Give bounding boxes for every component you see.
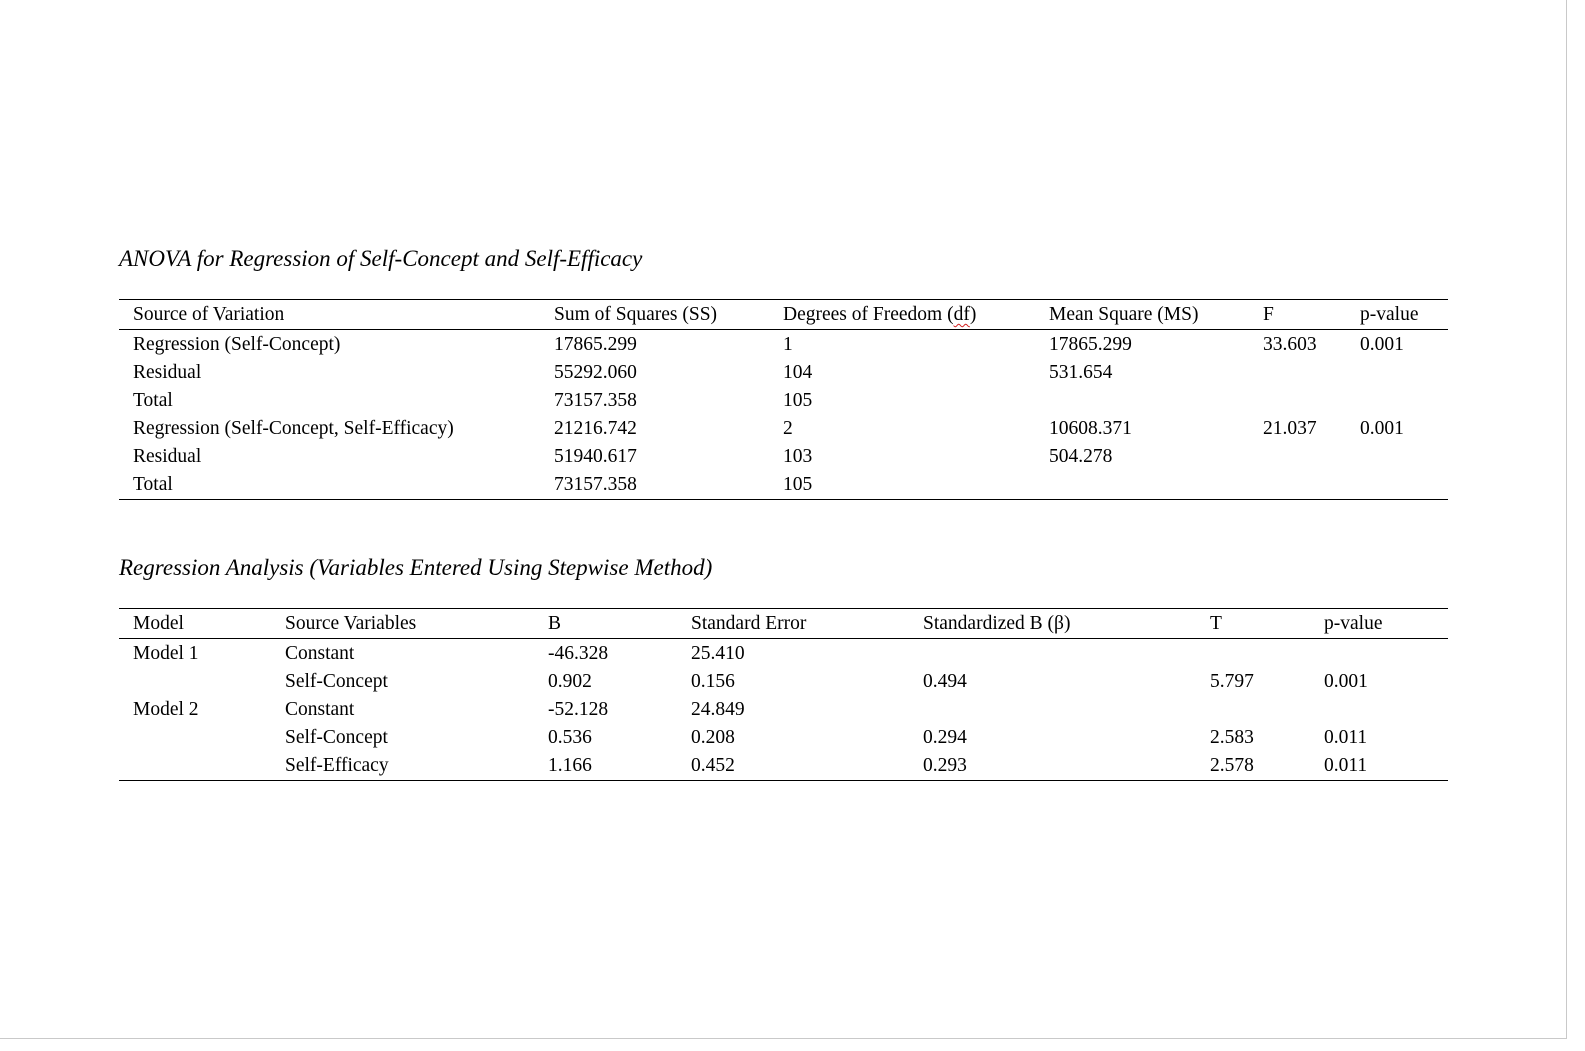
anova-row-p-cell (1346, 471, 1448, 500)
anova-row-df-cell: 2 (783, 418, 793, 439)
anova-header-p: p-value (1360, 304, 1419, 325)
anova-row-df-cell: 1 (783, 334, 793, 355)
regression-row (119, 724, 1448, 752)
anova-header-ms: Mean Square (MS) (1049, 304, 1199, 325)
regression-header-b: B (548, 613, 562, 634)
anova-row-ms-cell (1035, 471, 1249, 500)
anova-row-ss-cell: 55292.060 (554, 362, 637, 383)
regression-header-se: Standard Error (691, 613, 807, 634)
anova-row-source-cell: Residual (133, 362, 202, 383)
regression-row-model-cell (119, 752, 271, 781)
regression-header-row (119, 609, 1448, 639)
anova-header-row (119, 300, 1448, 330)
anova-header-df (769, 300, 1035, 330)
anova-row-p-cell: 0.001 (1360, 334, 1404, 355)
regression-row-p-cell: 0.011 (1324, 755, 1368, 776)
regression-header-beta: Standardized B (β) (923, 613, 1071, 634)
anova-header-df-suffix: ) (969, 304, 977, 325)
regression-row-model-cell (119, 668, 271, 696)
regression-row-se-cell: 0.208 (691, 727, 735, 748)
anova-row-ms-cell: 504.278 (1049, 446, 1113, 467)
regression-row (119, 668, 1448, 696)
anova-row-source-cell: Regression (Self-Concept, Self-Efficacy) (133, 418, 454, 439)
regression-row-beta-cell: 0.294 (923, 727, 967, 748)
regression-row-variable-cell: Self-Concept (285, 727, 388, 748)
regression-row-t-cell: 2.583 (1210, 727, 1254, 748)
anova-header-f: F (1263, 304, 1274, 325)
anova-table-title: ANOVA for Regression of Self-Concept and Self-Efficacy (119, 246, 643, 271)
anova-row-source-cell: Total (133, 474, 173, 495)
regression-row-p-cell: 0.001 (1324, 671, 1368, 692)
regression-table-title: Regression Analysis (Variables Entered Using Stepwise Method) (119, 555, 713, 580)
regression-row-variable-cell: Constant (285, 643, 355, 664)
regression-row-model-cell: Model 2 (133, 699, 199, 720)
regression-row-t-cell: 2.578 (1210, 755, 1254, 776)
regression-row-se-cell: 24.849 (691, 699, 745, 720)
regression-row-t-cell (1196, 639, 1310, 669)
anova-row (119, 330, 1448, 360)
regression-row (119, 639, 1448, 669)
anova-row-ms-cell: 17865.299 (1049, 334, 1132, 355)
anova-row-df-cell: 103 (783, 446, 813, 467)
anova-row-ms-cell: 10608.371 (1049, 418, 1132, 439)
regression-row-b-cell: -52.128 (548, 699, 609, 720)
regression-header-variables: Source Variables (285, 613, 417, 634)
anova-row (119, 387, 1448, 415)
regression-row-b-cell: 0.536 (548, 727, 592, 748)
regression-row-b-cell: 1.166 (548, 755, 592, 776)
regression-row-variable-cell: Constant (285, 699, 355, 720)
regression-row-b-cell: -46.328 (548, 643, 609, 664)
anova-row-p-cell (1346, 387, 1448, 415)
anova-row-ms-cell: 531.654 (1049, 362, 1113, 383)
anova-row-ss-cell: 21216.742 (554, 418, 637, 439)
anova-row-f-cell: 21.037 (1263, 418, 1317, 439)
anova-row (119, 443, 1448, 471)
anova-row-p-cell: 0.001 (1360, 418, 1404, 439)
regression-row-se-cell: 0.156 (691, 671, 735, 692)
anova-row-f-cell (1249, 471, 1346, 500)
anova-row-p-cell (1346, 443, 1448, 471)
anova-row-f-cell (1249, 443, 1346, 471)
anova-row-f-cell: 33.603 (1263, 334, 1317, 355)
anova-row-ss-cell: 73157.358 (554, 390, 637, 411)
regression-row-model-cell (119, 724, 271, 752)
anova-row-p-cell (1346, 359, 1448, 387)
regression-header-model: Model (133, 613, 184, 634)
anova-table (119, 299, 1448, 500)
regression-row-b-cell: 0.902 (548, 671, 592, 692)
anova-row-df-cell: 105 (783, 390, 813, 411)
spellcheck-flagged-df: df (953, 304, 970, 325)
regression-header-p: p-value (1324, 613, 1383, 634)
anova-header-df-prefix: Degrees of Freedom ( (783, 304, 954, 325)
anova-row (119, 415, 1448, 443)
regression-row-model-cell: Model 1 (133, 643, 199, 664)
regression-row-beta-cell (909, 696, 1196, 724)
regression-row-se-cell: 0.452 (691, 755, 735, 776)
anova-row-source-cell: Total (133, 390, 173, 411)
regression-header-t: T (1210, 613, 1222, 634)
regression-row-p-cell (1310, 696, 1448, 724)
anova-row-ss-cell: 51940.617 (554, 446, 637, 467)
regression-row-beta-cell: 0.494 (923, 671, 967, 692)
regression-table (119, 608, 1448, 781)
anova-row-ss-cell: 17865.299 (554, 334, 637, 355)
regression-row-p-cell: 0.011 (1324, 727, 1368, 748)
regression-row-variable-cell: Self-Concept (285, 671, 388, 692)
regression-row-se-cell: 25.410 (691, 643, 745, 664)
regression-row (119, 752, 1448, 781)
regression-row-beta-cell (909, 639, 1196, 669)
anova-row-df-cell: 104 (783, 362, 813, 383)
anova-row-source-cell: Regression (Self-Concept) (133, 334, 341, 355)
anova-row-ss-cell: 73157.358 (554, 474, 637, 495)
regression-row-t-cell (1196, 696, 1310, 724)
anova-row-df-cell: 105 (783, 474, 813, 495)
anova-row-source-cell: Residual (133, 446, 202, 467)
regression-row (119, 696, 1448, 724)
anova-row-f-cell (1249, 359, 1346, 387)
anova-row (119, 359, 1448, 387)
regression-row-p-cell (1310, 639, 1448, 669)
anova-row (119, 471, 1448, 500)
anova-header-ss: Sum of Squares (SS) (554, 304, 718, 325)
anova-header-source: Source of Variation (133, 304, 285, 325)
regression-row-t-cell: 5.797 (1210, 671, 1254, 692)
regression-row-variable-cell: Self-Efficacy (285, 755, 389, 776)
anova-row-f-cell (1249, 387, 1346, 415)
anova-row-ms-cell (1035, 387, 1249, 415)
regression-row-beta-cell: 0.293 (923, 755, 967, 776)
